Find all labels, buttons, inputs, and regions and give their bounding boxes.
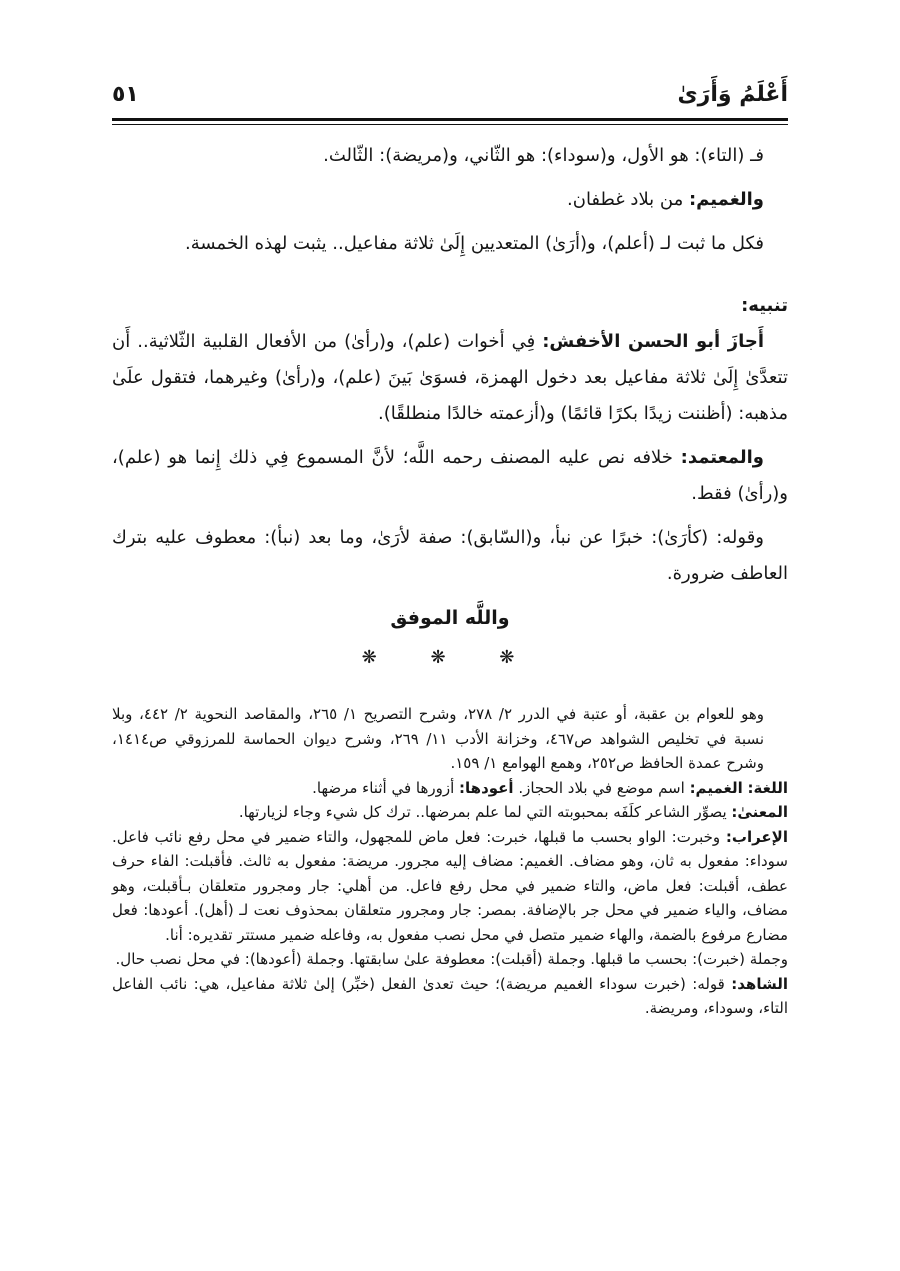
footnote-source: وهو للعوام بن عقبة، أو عتبة في الدرر ٢/ ٢٧٨، وشرح التصريح ١/ ٢٦٥، والمقاصد النحوية ٢/ ٤٤٢، وبلا نسبة في تخليص الشواهد ص٤٦٧، وخزانة الأدب ١١/ ٢٦٩، وشرح ديوان الحماسة للمرزوقي ص١٤١٤، وشرح عمدة الحافظ ص٢٥٢، وهمع الهوامع ١/ ١٥٩. bbox=[112, 705, 765, 772]
mutamad-text: خلافه نص عليه المصنف رحمه اللَّه؛ لأنَّ المسموع فِي ذلك إِنما هو (علم)، و(رأىٰ) فقط. bbox=[112, 447, 788, 504]
paragraph-akhfash bbox=[112, 324, 788, 432]
footnote-lugha bbox=[112, 776, 788, 801]
tanbih-heading: تنبيه: bbox=[741, 295, 788, 316]
chapter-title: أَعْلَمُ وَأَرَىٰ bbox=[677, 82, 788, 107]
lugha-text1: اسم موضع في بلاد الحجاز. bbox=[513, 778, 690, 797]
header-rule-thin bbox=[112, 124, 788, 125]
paragraph-qawluhu: وقوله: (كأرَىٰ): خبرًا عن نبأ، و(السّابق): صفة لأرَىٰ، وما بعد (نبأ): معطوف عليه بترك العاطف ضرورة. bbox=[112, 527, 788, 584]
footnote-mana bbox=[112, 800, 788, 825]
term-mutamad: والمعتمد: bbox=[680, 447, 764, 468]
lugha-label: اللغة: bbox=[747, 778, 788, 797]
footnote-shahid bbox=[112, 972, 788, 1021]
shahid-label: الشاهد: bbox=[731, 974, 788, 993]
term-akhfash: أَجازَ أبو الحسن الأخفش: bbox=[542, 331, 764, 352]
main-text bbox=[112, 138, 788, 676]
footnote-irab bbox=[112, 825, 788, 948]
irab-text: وخبرت: الواو بحسب ما قبلها، خبرت: فعل ماض للمجهول، والتاء ضمير في محل رفع نائب فاعل. سوداء: مفعول به ثان، وهو مضاف. الغميم: مضاف إليه مجرور. مريضة: مفعول به ثالث. فأقبلت: الفاء حرف عطف، أقبلت: فعل ماض، والتاء ضمير في محل رفع فاعل. من أهلي: جار ومجرور متعلقان بـأقبلت، وهو مضاف، والياء ضمير في محل جر بالإضافة. بمصر: جار ومجرور متعلقان بمحذوف نعت لـ (أهل). أعودها: فعل مضارع مرفوع بالضمة، والهاء ضمير متصل في محل نصب مفعول به، وفاعله ضمير مستتر تقديره: أنا. bbox=[112, 827, 788, 944]
page-header bbox=[112, 82, 788, 116]
paragraph-line3: فكل ما ثبت لـ (أعلم)، و(أرَىٰ) المتعديين إِلَىٰ ثلاثة مفاعيل.. يثبت لهذه الخمسة. bbox=[184, 233, 764, 254]
closing-phrase: واللَّه الموفق bbox=[390, 607, 510, 629]
header-rule-thick bbox=[112, 118, 788, 121]
section-separator: ❋ ❋ ❋ bbox=[361, 647, 539, 668]
akhfash-text: فِي أخوات (علم)، و(رأىٰ) من الأفعال القلبية الثّلاثية.. أَن تتعدَّىٰ إِلَىٰ ثلاثة مفاعيل بعد دخول الهمزة، فسوَىٰ بَينَ (علم)، و(رأىٰ) وغيرهما، فتقول علَىٰ مذهبه: (أظننت زيدًا بكرًا قائمًا) و(أزعمته خالدًا منطلقًا). bbox=[112, 331, 788, 424]
lugha-awduha: أعودها: bbox=[459, 778, 514, 797]
paragraph-line1: فـ (التاء): هو الأول، و(سوداء): هو الثّاني، و(مريضة): الثّالث. bbox=[323, 145, 764, 166]
lugha-text2: أزورها في أثناء مرضها. bbox=[312, 778, 460, 797]
page-number: ٥١ bbox=[112, 82, 139, 107]
footnotes bbox=[112, 702, 788, 1021]
paragraph-mutamad bbox=[112, 440, 788, 512]
lugha-ghamim: الغميم: bbox=[689, 778, 743, 797]
term-ghamim: والغميم: bbox=[688, 189, 764, 210]
paragraph-ghamim bbox=[112, 182, 788, 218]
mana-label: المعنىٰ: bbox=[731, 803, 788, 821]
footnote-jumla: وجملة (خبرت): بحسب ما قبلها. وجملة (أقبلت): معطوفة علىٰ سابقتها. وجملة (أعودها): في محل نصب حال. bbox=[115, 950, 788, 968]
irab-label: الإعراب: bbox=[725, 827, 788, 846]
shahid-text: قوله: (خبرت سوداء الغميم مريضة)؛ حيث تعدىٰ الفعل (خبِّر) إلىٰ ثلاثة مفاعيل، هي: نائب الفاعل التاء، وسوداء، ومريضة. bbox=[112, 974, 788, 1017]
ghamim-text: من بلاد غطفان. bbox=[567, 189, 689, 210]
mana-text: يصوِّر الشاعر كلَفَه بمحبوبته التي لما علم بمرضها.. ترك كل شيء وجاء لزيارتها. bbox=[238, 803, 732, 821]
